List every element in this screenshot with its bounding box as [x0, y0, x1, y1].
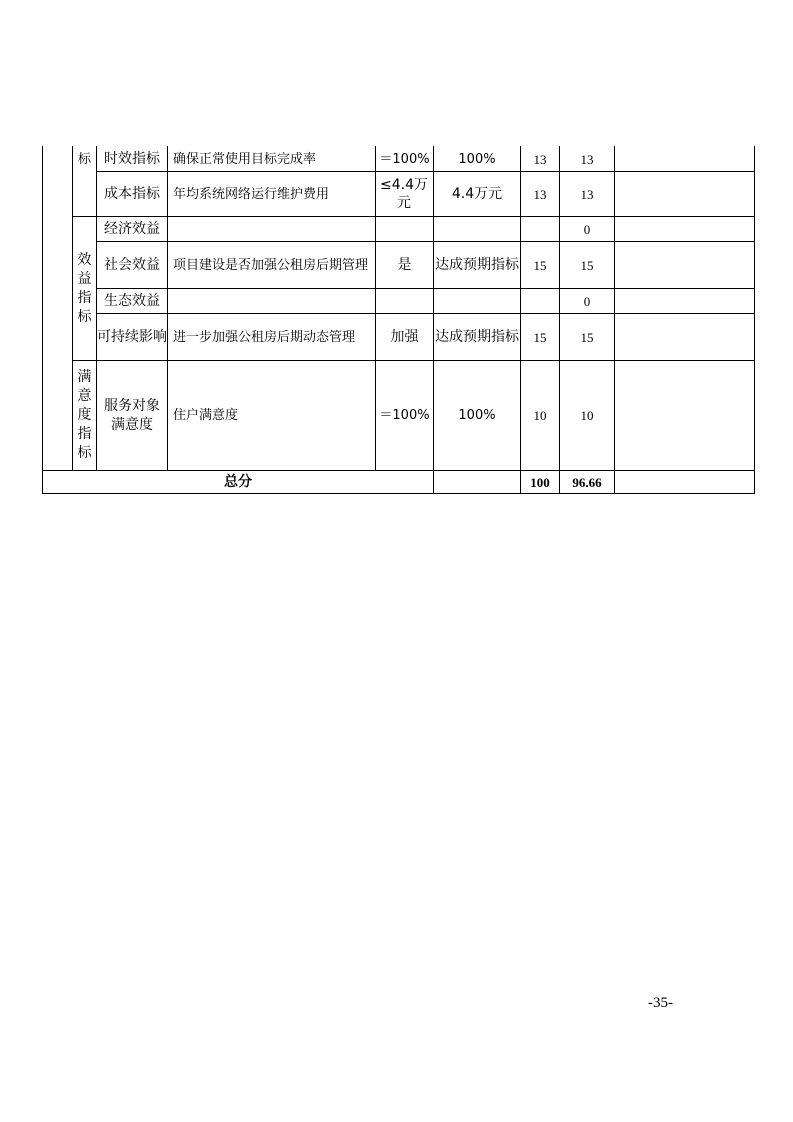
- score: 0: [583, 221, 591, 237]
- indicator: 项目建设是否加强公租房后期管理: [173, 257, 369, 273]
- category-benefit: [73, 217, 96, 360]
- category-char: 度: [77, 407, 92, 423]
- sub-indicator: 生态效益: [104, 292, 160, 309]
- category-char: 标: [77, 308, 92, 325]
- category-char: 指: [77, 426, 92, 442]
- category-char: 满: [77, 369, 92, 385]
- actual-value: 4.4万元: [451, 185, 503, 202]
- category-char: 效: [77, 251, 92, 268]
- score: 15: [580, 329, 594, 345]
- category-char: 指: [77, 289, 92, 306]
- score: 10: [580, 408, 594, 423]
- actual-value: 100%: [458, 151, 496, 167]
- score: 13: [580, 186, 594, 202]
- total-label: 总分: [224, 473, 252, 490]
- target-value: ≤4.4万元: [380, 177, 428, 211]
- category-char: 意: [77, 388, 92, 404]
- category-char: 益: [77, 270, 92, 287]
- target-value: 是: [397, 256, 412, 273]
- sub-indicator: 时效指标: [104, 150, 160, 167]
- score: 0: [583, 293, 591, 309]
- score: 15: [580, 257, 594, 273]
- target-value: 加强: [390, 328, 419, 345]
- indicator: 进一步加强公租房后期动态管理: [173, 329, 356, 345]
- page-number: -35-: [648, 995, 673, 1011]
- weight: 13: [533, 151, 547, 167]
- weight: 15: [533, 329, 547, 345]
- category-char: 标: [77, 445, 92, 461]
- actual-value: 100%: [458, 408, 496, 423]
- indicator: 确保正常使用目标完成率: [173, 151, 317, 167]
- weight: 10: [533, 408, 547, 423]
- category-satisfaction: [73, 361, 96, 470]
- weight: 13: [533, 186, 547, 202]
- actual-value: 达成预期指标: [435, 328, 519, 345]
- category-cell-partial: 标: [77, 151, 91, 167]
- total-weight: 100: [530, 474, 550, 490]
- target-value: ＝100%: [379, 408, 430, 423]
- sub-indicator: 经济效益: [104, 220, 160, 237]
- sub-indicator: 可持续影响: [97, 328, 167, 345]
- sub-indicator: 社会效益: [104, 256, 160, 273]
- target-value: ＝100%: [379, 151, 430, 167]
- indicator: 住户满意度: [173, 408, 239, 423]
- sub-indicator: 成本指标: [104, 185, 160, 202]
- score: 13: [580, 151, 594, 167]
- actual-value: 达成预期指标: [435, 256, 519, 273]
- weight: 15: [533, 257, 547, 273]
- total-score: 96.66: [572, 474, 602, 490]
- sub-indicator: 服务对象满意度: [104, 397, 160, 433]
- indicator: 年均系统网络运行维护费用: [173, 186, 330, 202]
